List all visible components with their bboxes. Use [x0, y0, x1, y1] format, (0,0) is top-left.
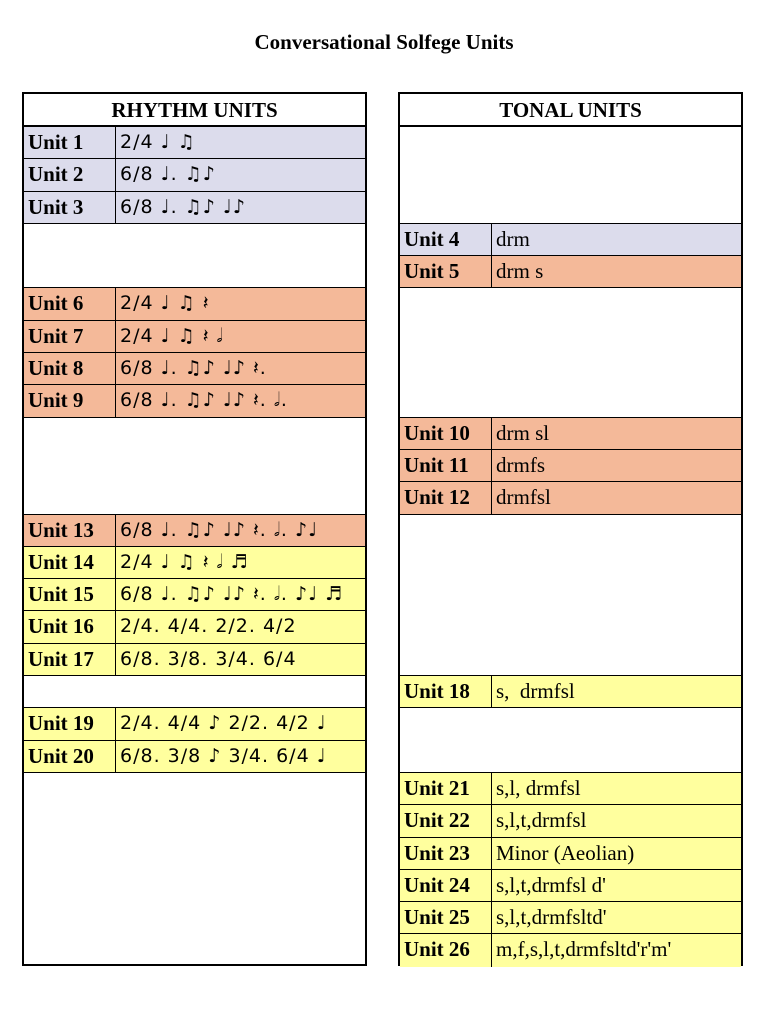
rhythm-row-unit-3	[24, 192, 365, 224]
tonal-row-unit-5	[400, 256, 741, 288]
unit-label: Unit 23	[400, 838, 492, 869]
time-signatures: 6/8. 3/8. 3/4. 6/4	[120, 647, 297, 670]
rhythm-notation: 6/8 ♩. ♫♪	[120, 163, 216, 186]
rhythm-notation: 6/8 ♩. ♫♪ ♩♪ 𝄽.	[120, 357, 267, 380]
rhythm-row-unit-17	[24, 644, 365, 676]
tonal-row-unit-11	[400, 450, 741, 482]
rhythm-notation: 6/8 ♩. ♫♪ ♩♪	[120, 195, 246, 218]
rhythm-units-table	[22, 92, 367, 966]
rhythm-row-unit-8	[24, 353, 365, 385]
rhythm-notation: 6/8 ♩. ♫♪ ♩♪ 𝄽. 𝅗𝅥. ♪♩ ♬	[120, 583, 344, 606]
tonal-units-header: TONAL UNITS	[400, 94, 741, 127]
unit-label: Unit 12	[400, 482, 492, 513]
rhythm-row-unit-1	[24, 127, 365, 159]
rhythm-row-unit-20	[24, 741, 365, 773]
tonal-blank-gap	[400, 288, 741, 417]
unit-label: Unit 1	[24, 127, 116, 158]
solfege-syllables: s,l,t,drmfsl	[496, 808, 587, 833]
unit-label: Unit 4	[400, 224, 492, 255]
unit-label: Unit 10	[400, 418, 492, 449]
tonal-blank-gap	[400, 708, 741, 773]
time-signatures: 6/8. 3/8 ♪ 3/4. 6/4 ♩	[120, 744, 327, 767]
unit-label: Unit 25	[400, 902, 492, 933]
rhythm-notation: 2/4 ♩ ♫ 𝄽	[120, 292, 210, 315]
solfege-syllables: s, drmfsl	[496, 679, 575, 704]
unit-label: Unit 2	[24, 159, 116, 190]
tonal-row-unit-21	[400, 773, 741, 805]
unit-label: Unit 11	[400, 450, 492, 481]
solfege-syllables: s,l, drmfsl	[496, 775, 581, 800]
tonal-row-unit-22	[400, 805, 741, 837]
unit-label: Unit 17	[24, 644, 116, 675]
tonal-row-unit-10	[400, 418, 741, 450]
page-title: Conversational Solfege Units	[254, 30, 514, 54]
solfege-syllables: s,l,t,drmfsltd'	[496, 905, 607, 930]
rhythm-row-unit-7	[24, 321, 365, 353]
solfege-syllables: m,f,s,l,t,drmfsltd'r'm'	[496, 937, 672, 962]
tonal-units-table	[398, 92, 743, 966]
rhythm-blank-gap	[24, 224, 365, 289]
rhythm-notation: 2/4 ♩ ♫ 𝄽 𝅗𝅥	[120, 324, 224, 347]
unit-label: Unit 26	[400, 934, 492, 966]
rhythm-row-unit-15	[24, 579, 365, 611]
unit-label: Unit 20	[24, 741, 116, 772]
rhythm-units-header: RHYTHM UNITS	[24, 94, 365, 127]
rhythm-blank-gap	[24, 418, 365, 515]
rhythm-notation: 2/4 ♩ ♫	[120, 131, 196, 153]
tonal-row-unit-18	[400, 676, 741, 708]
unit-label: Unit 21	[400, 773, 492, 804]
solfege-syllables: drm	[496, 226, 530, 251]
tonal-row-unit-12	[400, 482, 741, 514]
solfege-syllables: drmfsl	[496, 485, 551, 510]
unit-label: Unit 19	[24, 708, 116, 739]
tonal-blank-gap	[400, 515, 741, 677]
rhythm-row-unit-14	[24, 547, 365, 579]
unit-label: Unit 5	[400, 256, 492, 287]
unit-label: Unit 18	[400, 676, 492, 707]
unit-label: Unit 9	[24, 385, 116, 416]
rhythm-row-unit-13	[24, 515, 365, 547]
unit-label: Unit 16	[24, 611, 116, 642]
unit-label: Unit 6	[24, 288, 116, 319]
solfege-syllables: drmfs	[496, 452, 545, 477]
time-signatures: 2/4. 4/4 ♪ 2/2. 4/2 ♩	[120, 712, 327, 735]
rhythm-row-unit-2	[24, 159, 365, 191]
solfege-syllables: drm sl	[496, 420, 550, 445]
tonal-row-unit-24	[400, 870, 741, 902]
tonal-row-unit-26	[400, 934, 741, 966]
unit-label: Unit 22	[400, 805, 492, 836]
rhythm-notation: 2/4 ♩ ♫ 𝄽 𝅗𝅥 ♬	[120, 550, 249, 573]
unit-label: Unit 15	[24, 579, 116, 610]
rhythm-row-unit-6	[24, 288, 365, 320]
unit-label: Unit 8	[24, 353, 116, 384]
unit-label: Unit 24	[400, 870, 492, 901]
time-signatures: 2/4. 4/4. 2/2. 4/2	[120, 615, 297, 638]
solfege-syllables: s,l,t,drmfsl d'	[496, 872, 606, 897]
tonal-row-unit-25	[400, 902, 741, 934]
rhythm-row-unit-9	[24, 385, 365, 417]
tonal-row-unit-4	[400, 224, 741, 256]
unit-label: Unit 7	[24, 321, 116, 352]
rhythm-row-unit-16	[24, 611, 365, 643]
solfege-syllables: drm s	[496, 259, 544, 284]
unit-label: Unit 14	[24, 547, 116, 578]
rhythm-blank-gap	[24, 676, 365, 708]
solfege-syllables: Minor (Aeolian)	[496, 840, 635, 865]
tonal-blank-gap	[400, 127, 741, 224]
rhythm-notation: 6/8 ♩. ♫♪ ♩♪ 𝄽. 𝅗𝅥. ♪♩	[120, 518, 319, 541]
unit-label: Unit 13	[24, 515, 116, 546]
unit-label: Unit 3	[24, 192, 116, 223]
rhythm-row-unit-19	[24, 708, 365, 740]
tonal-row-unit-23	[400, 838, 741, 870]
rhythm-notation: 6/8 ♩. ♫♪ ♩♪ 𝄽. 𝅗𝅥.	[120, 389, 288, 412]
